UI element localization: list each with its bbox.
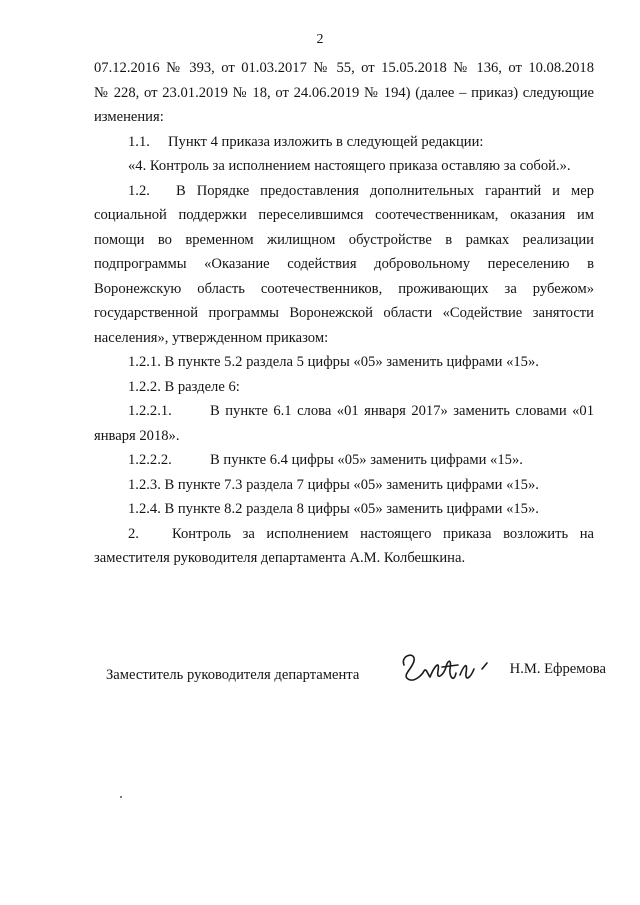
- paragraph-1-2-4: 1.2.4. В пункте 8.2 раздела 8 цифры «05» заменить цифрами «15».: [128, 501, 539, 517]
- handwritten-signature: [394, 645, 504, 695]
- paragraph-number: 1.1.: [128, 133, 150, 150]
- paragraph-2-last: заместителя руководителя департамента А.М. Колбешкина.: [94, 550, 466, 566]
- paragraph-1-2-line: Воронежскую область соотечественников, проживающих за рубежом»: [94, 280, 594, 297]
- paragraph-1-2-2-1-first: [94, 399, 594, 424]
- paragraph-2-first: [94, 522, 594, 547]
- scan-speck: [120, 796, 122, 798]
- paragraph-text: В пункте 6.1 слова «01 января 2017» заменить словами «01: [210, 403, 594, 419]
- paragraph-number: 2.: [128, 525, 139, 542]
- intro-line-2: № 228, от 23.01.2019 № 18, от 24.06.2019 № 194) (далее – приказ) следующие: [94, 84, 594, 101]
- paragraph-text: Пункт 4 приказа изложить в следующей редакции:: [168, 133, 484, 150]
- paragraph-1-2-line: помощи во временном жилищном обустройстве в рамках реализации: [94, 231, 594, 248]
- paragraph-1-2-2-1-last: января 2018».: [94, 427, 180, 444]
- signatory-name: Н.М. Ефремова: [509, 661, 606, 677]
- paragraph-number: 1.2.: [128, 182, 150, 199]
- paragraph-1-2-3: 1.2.3. В пункте 7.3 раздела 7 цифры «05» заменить цифрами «15».: [128, 476, 539, 493]
- paragraph-1-2-first: [94, 179, 594, 204]
- paragraph-1-2-line: социальной поддержки переселившимся соотечественникам, оказания им: [94, 207, 594, 223]
- paragraph-text: В пункте 6.4 цифры «05» заменить цифрами «15».: [210, 452, 523, 468]
- paragraph-1-1-quote: «4. Контроль за исполнением настоящего приказа оставляю за собой.».: [128, 158, 571, 174]
- paragraph-1-1: [94, 130, 594, 155]
- paragraph-text: В Порядке предоставления дополнительных гарантий и мер: [176, 182, 594, 199]
- page-number: 2: [316, 32, 324, 47]
- paragraph-1-2-last: населения», утвержденном приказом:: [94, 329, 329, 346]
- paragraph-1-2-2: 1.2.2. В разделе 6:: [128, 378, 240, 395]
- intro-line-3: изменения:: [94, 109, 164, 125]
- signatory-title: Заместитель руководителя департамента: [106, 667, 360, 683]
- document-body: [94, 56, 594, 571]
- paragraph-1-2-line: подпрограммы «Оказание содействия добровольному переселению в: [94, 256, 594, 272]
- paragraph-1-2-1: 1.2.1. В пункте 5.2 раздела 5 цифры «05» заменить цифрами «15».: [128, 354, 539, 370]
- paragraph-number: 1.2.2.1.: [128, 403, 172, 419]
- paragraph-1-2-line: государственной программы Воронежской области «Содействие занятости: [94, 305, 594, 321]
- intro-line-1: 07.12.2016 № 393, от 01.03.2017 № 55, от 15.05.2018 № 136, от 10.08.2018: [94, 60, 594, 76]
- paragraph-number: 1.2.2.2.: [128, 452, 172, 468]
- paragraph-1-2-2-2: [94, 448, 594, 473]
- paragraph-text: Контроль за исполнением настоящего приказа возложить на: [172, 525, 594, 542]
